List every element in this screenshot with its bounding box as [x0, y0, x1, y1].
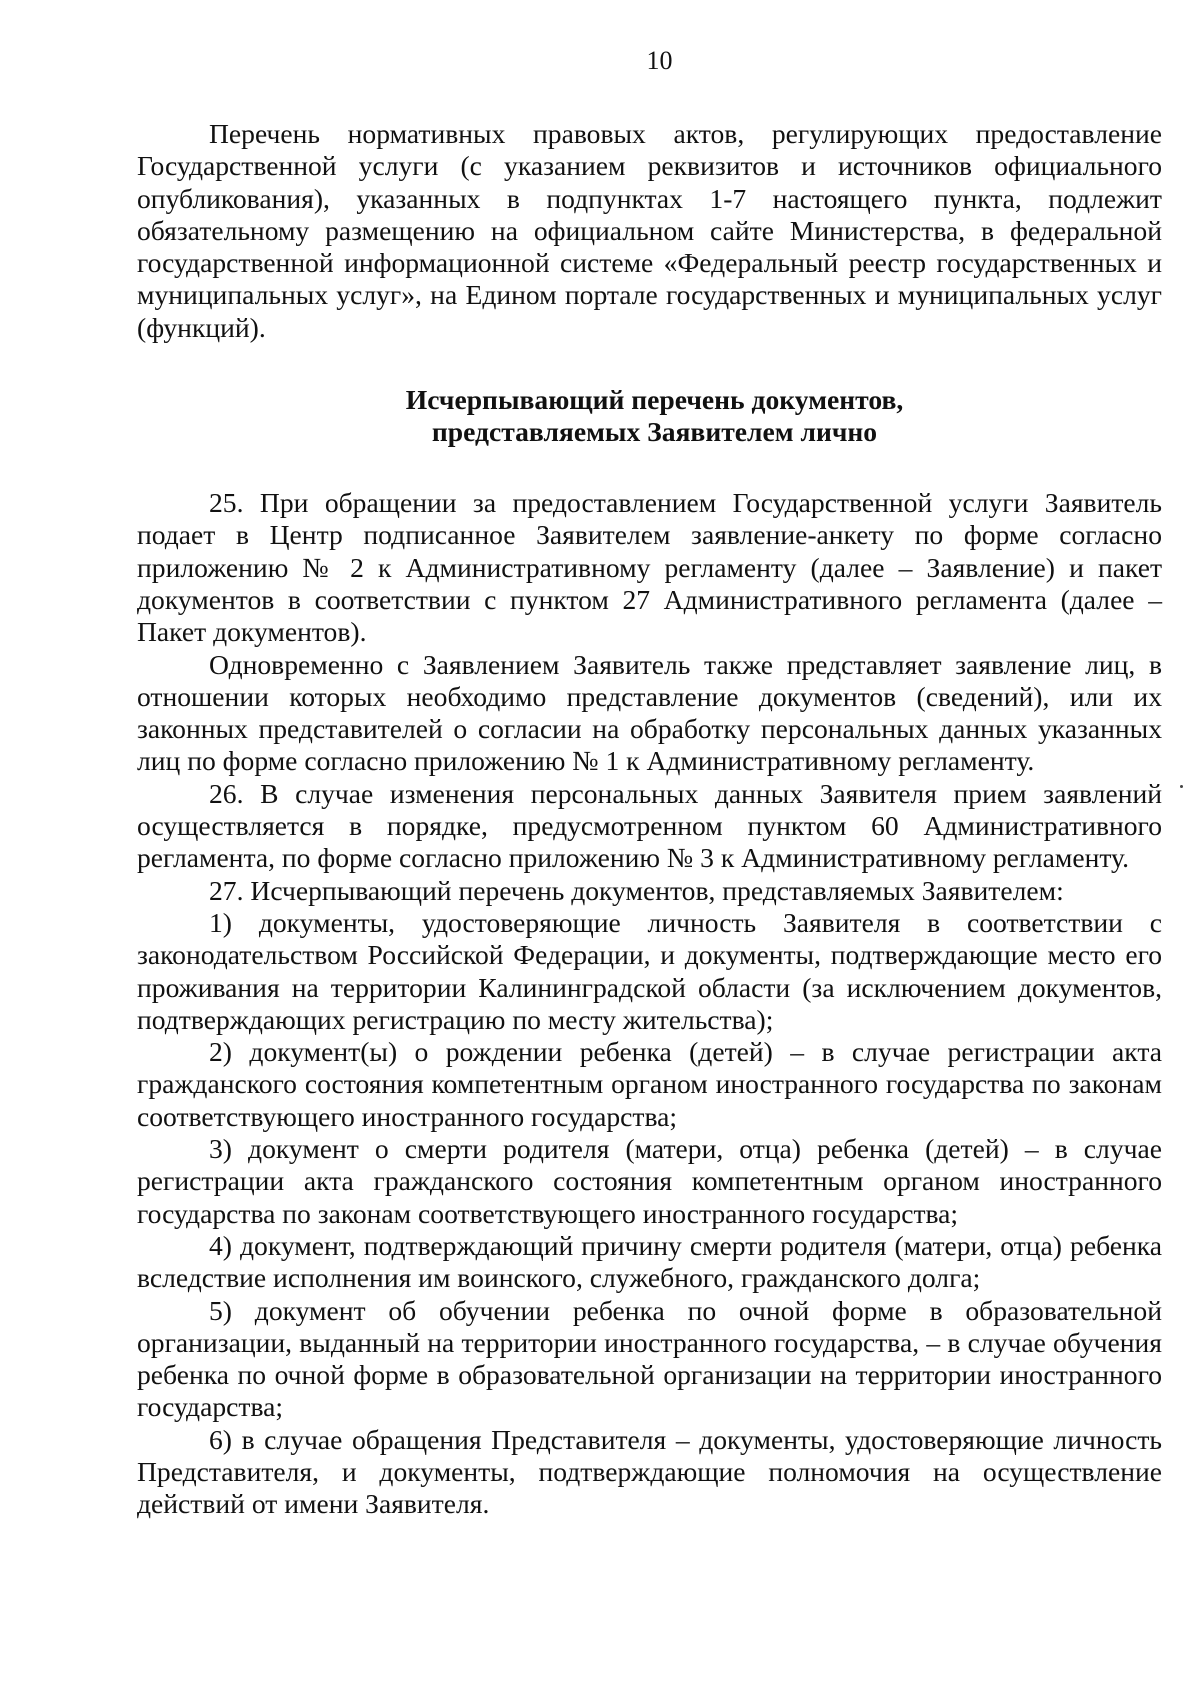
paragraph-26: 26. В случае изменения персональных данных Заявителя прием заявлений осуществляется в порядке, предусмотренном пунктом 60 Административного регламента, по форме согласно приложению № 3 к Административному регламенту.	[137, 777, 1162, 874]
heading-line-2: представляемых Заявителем лично	[431, 416, 878, 448]
list-item-4: 4) документ, подтверждающий причину смерти родителя (матери, отца) ребенка вследствие исполнения им воинского, служебного, гражданского долга;	[137, 1229, 1162, 1294]
document-page	[137, 44, 1162, 1521]
heading-line-1: Исчерпывающий перечень документов,	[405, 384, 904, 416]
intro-paragraph: Перечень нормативных правовых актов, регулирующих предоставление Государственной услуги (с указанием реквизитов и источников официального опубликования), указанных в подпунктах 1-7 настоящего пункта, подлежит обязательному размещению на официальном сайте Министерства, в федеральной государственной информационной системе «Федеральный реестр государственных и муниципальных услуг», на Едином портале государственных и муниципальных услуг (функций).	[137, 118, 1162, 343]
list-item-1: 1) документы, удостоверяющие личность Заявителя в соответствии с законодательством Российской Федерации, и документы, подтверждающие место его проживания на территории Калининградской области (за исключением документов, подтверждающих регистрацию по месту жительства);	[137, 906, 1162, 1035]
paragraph-27: 27. Исчерпывающий перечень документов, представляемых Заявителем:	[209, 874, 1064, 906]
list-item-5: 5) документ об обучении ребенка по очной форме в образовательной организации, выданный на территории иностранного государства, – в случае обучения ребенка по очной форме в образовательной организации на территории иностранного государства;	[137, 1294, 1162, 1423]
list-item-3: 3) документ о смерти родителя (матери, отца) ребенка (детей) – в случае регистрации акта гражданского состояния компетентным органом иностранного государства по законам соответствующего иностранного государства;	[137, 1133, 1162, 1229]
scan-speck	[1180, 785, 1183, 788]
page-number: 10	[646, 46, 673, 75]
list-item-6: 6) в случае обращения Представителя – документы, удостоверяющие личность Представителя, и документы, подтверждающие полномочия на осуществление действий от имени Заявителя.	[137, 1423, 1162, 1520]
paragraph-consent: Одновременно с Заявлением Заявитель также представляет заявление лиц, в отношении которых необходимо представление документов (сведений), или их законных представителей о согласии на обработку персональных данных указанных лиц по форме согласно приложению № 1 к Административному регламенту.	[137, 648, 1162, 777]
paragraph-25: 25. При обращении за предоставлением Государственной услуги Заявитель подает в Центр подписанное Заявителем заявление-анкету по форме согласно приложению № 2 к Административному регламенту (далее – Заявление) и пакет документов в соответствии с пунктом 27 Административного регламента (далее – Пакет документов).	[137, 487, 1162, 648]
list-item-2: 2) документ(ы) о рождении ребенка (детей) – в случае регистрации акта гражданского состояния компетентным органом иностранного государства по законам соответствующего иностранного государства;	[137, 1036, 1162, 1132]
section-heading	[137, 384, 1162, 448]
